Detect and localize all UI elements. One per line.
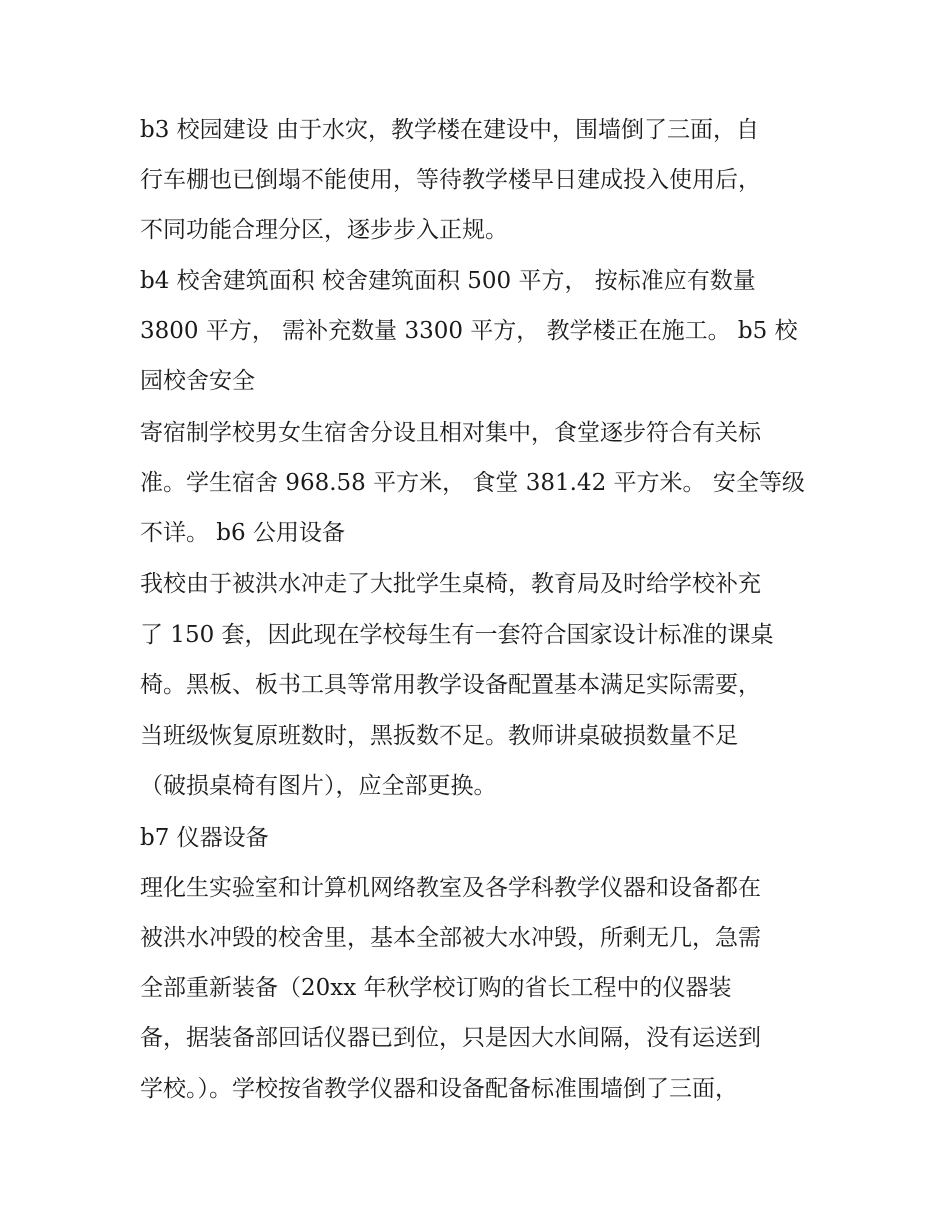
text-line: 3800 平方， 需补充数量 3300 平方， 教学楼正在施工。 b5 校 bbox=[140, 318, 798, 344]
text-line: b3 校园建设 由于水灾，教学楼在建设中，围墙倒了三面，自 bbox=[140, 117, 759, 143]
text-line: 椅。黑板、板书工具等常用教学设备配置基本满足实际需要， bbox=[140, 672, 761, 698]
text-line: 当班级恢复原班数时，黑扳数不足。教师讲桌破损数量不足 bbox=[140, 723, 738, 749]
text-line: 寄宿制学校男女生宿舍分设且相对集中，食堂逐步符合有关标 bbox=[140, 420, 761, 446]
text-line: 理化生实验室和计算机网络教室及各学科教学仪器和设备都在 bbox=[140, 875, 761, 901]
text-line: 不同功能合理分区，逐步步入正规。 bbox=[140, 217, 508, 243]
text-line: b4 校舍建筑面积 校舍建筑面积 500 平方， 按标准应有数量 bbox=[140, 268, 756, 294]
text-line: 全部重新装备（20xx 年秋学校订购的省长工程中的仪器装 bbox=[140, 975, 732, 1001]
text-line: b7 仪器设备 bbox=[140, 825, 269, 851]
text-line: 了 150 套，因此现在学校每生有一套符合国家设计标准的课桌 bbox=[140, 622, 774, 648]
text-line: 准。学生宿舍 968.58 平方米， 食堂 381.42 平方米。 安全等级 bbox=[140, 470, 805, 496]
text-line: 学校。）。学校按省教学仪器和设备配备标准围墙倒了三面， bbox=[140, 1076, 738, 1102]
text-line: 被洪水冲毁的校舍里，基本全部被大水冲毁，所剩无几，急需 bbox=[140, 925, 761, 951]
text-line: 行车棚也已倒塌不能使用，等待教学楼早日建成投入使用后， bbox=[140, 167, 761, 193]
text-line: 备，据装备部回话仪器已到位，只是因大水间隔，没有运送到 bbox=[140, 1025, 761, 1051]
text-line: 园校舍安全 bbox=[140, 368, 255, 394]
text-line: （破损桌椅有图片），应全部更换。 bbox=[140, 773, 497, 799]
text-line: 不详。 b6 公用设备 bbox=[140, 520, 345, 546]
text-line: 我校由于被洪水冲走了大批学生桌椅，教育局及时给学校补充 bbox=[140, 571, 761, 597]
